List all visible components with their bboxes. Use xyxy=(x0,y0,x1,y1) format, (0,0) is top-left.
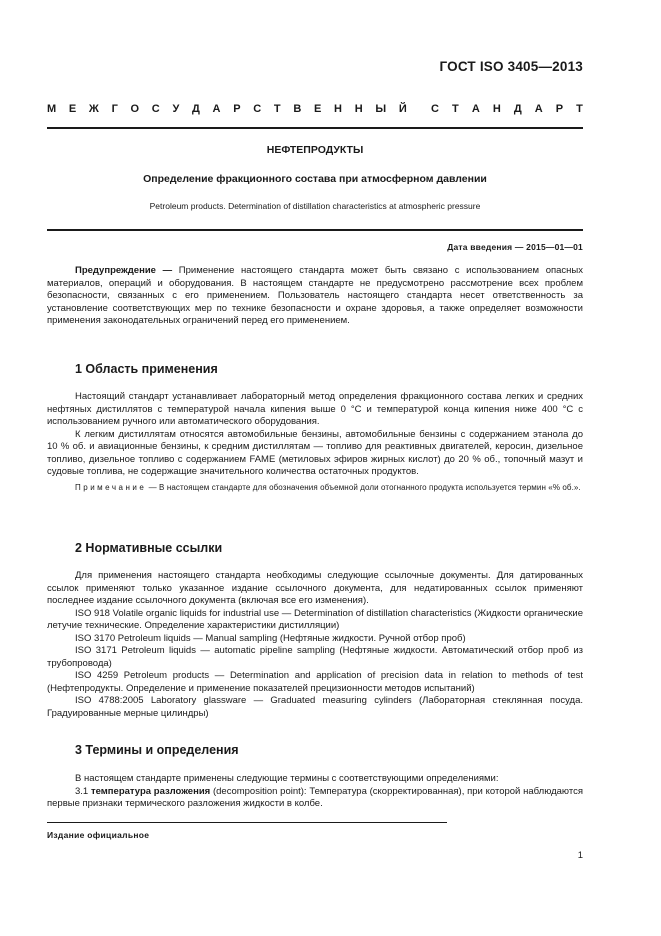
banner-letter: Н xyxy=(334,103,342,115)
edition-label: Издание официальное xyxy=(47,830,150,840)
interstate-word-1 xyxy=(47,103,407,115)
reference-item: ISO 3170 Petroleum liquids — Manual sampling (Нефтяные жидкости. Ручной отбор проб) xyxy=(75,632,466,644)
banner-letter: С xyxy=(253,103,262,115)
effective-date: Дата введения — 2015—01—01 xyxy=(447,242,583,252)
document-english-title: Petroleum products. Determination of distillation characteristics at atmospheric pressure xyxy=(149,201,481,211)
top-divider xyxy=(47,127,583,129)
banner-letter: Р xyxy=(555,103,564,115)
banner-letter: Т xyxy=(576,103,583,115)
banner-letter: Ы xyxy=(375,103,387,115)
banner-letter: Т xyxy=(452,103,459,115)
banner-letter: Т xyxy=(273,103,281,115)
banner-letter: С xyxy=(151,103,160,115)
banner-letter: М xyxy=(47,103,57,115)
note-label: Примечание xyxy=(75,482,147,492)
interstate-standard-banner xyxy=(47,103,583,115)
section-2-body xyxy=(47,570,583,720)
term-definition: (decomposition point): Температура (скорректированная), при которой наблюдаются первые признаки термического разложения жидкости в колбе. xyxy=(47,785,583,809)
banner-letter: У xyxy=(172,103,180,115)
banner-letter: В xyxy=(293,103,302,115)
term-name: температура разложения xyxy=(90,785,211,797)
warning-text: Применение настоящего стандарта может быть связано с использованием опасных материалов, операций и оборудования. В настоящем стандарте не предусмотрено рассмотрение всех проблем безопасности, связанных с его применением. Пользователь настоящего стандарта несет ответственность за установление соответствующих мер по технике безопасности и охране здоровья, а также определяет возможности применения законодательных ограничений перед его применением. xyxy=(47,265,583,326)
title-divider xyxy=(47,229,583,231)
banner-letter: Ж xyxy=(88,103,99,115)
banner-letter: Г xyxy=(111,103,118,115)
section-1-paragraph-1: Настоящий стандарт устанавливает лабораторный метод определения фракционного состава легких и средних нефтяных дистиллятов с температурой начала кипения выше 0 °С и температурой конца кипения ниже 400 °С с использованием ручного или автоматического оборудования. xyxy=(47,391,583,427)
banner-letter: А xyxy=(471,103,480,115)
reference-item: ISO 4788:2005 Laboratory glassware — Graduated measuring cylinders (Лабораторная стеклянная посуда. Градуированные мерные цилиндры) xyxy=(47,695,583,719)
reference-item: ISO 3171 Petroleum liquids — automatic pipeline sampling (Нефтяные жидкости. Автоматический отбор проб из трубопровода) xyxy=(47,645,583,669)
warning-paragraph xyxy=(47,265,583,328)
section-1-paragraph-2: К легким дистиллятам относятся автомобильные бензины, автомобильные бензины с содержанием этанола до 10 % об. и авиационные бензины, к средним дистиллятам — топливо для реактивных двигателей, керосин, дизельное топливо, дизельное топливо с содержанием FAME (метиловых эфиров жирных кислот) до 20 % об., топочный мазут и судовые топлива, не содержащие значительного количества остаточных продуктов. xyxy=(47,428,583,477)
banner-letter: Д xyxy=(513,103,522,115)
banner-letter: А xyxy=(534,103,543,115)
page-number: 1 xyxy=(577,850,583,861)
reference-item: ISO 918 Volatile organic liquids for industrial use — Determination of distillation characteristics (Жидкости органические летучие технические. Определение характеристики дистилляции) xyxy=(47,607,583,631)
banner-letter: Й xyxy=(398,103,407,115)
banner-letter: С xyxy=(431,103,439,115)
section-1-note xyxy=(47,482,583,494)
note-text: — В настоящем стандарте для обозначения объемной доли отогнанного продукта используется термин «% об.». xyxy=(146,482,581,492)
section-2-heading: 2 Нормативные ссылки xyxy=(75,541,223,555)
banner-letter: Д xyxy=(192,103,200,115)
banner-letter: Н xyxy=(492,103,501,115)
banner-letter: Е xyxy=(314,103,322,115)
warning-label: Предупреждение — xyxy=(75,265,173,276)
section-3-body xyxy=(47,773,583,811)
banner-letter: А xyxy=(212,103,221,115)
section-2-intro: Для применения настоящего стандарта необходимы следующие ссылочные документы. Для датированных ссылок применяют только указанное издание ссылочного документа, для недатированных ссылок применяют последнее издание ссылочного документа (включая все его изменения). xyxy=(47,570,583,606)
section-1-body xyxy=(47,391,583,494)
term-3-1 xyxy=(47,786,583,811)
footer-divider xyxy=(47,822,447,823)
document-code: ГОСТ ISO 3405—2013 xyxy=(439,59,583,74)
reference-item: ISO 4259 Petroleum products — Determination and application of precision data in relation to methods of test (Нефтепродукты. Определение и применение показателей прецизионности методов испытаний) xyxy=(47,670,583,694)
section-3-intro: В настоящем стандарте применены следующие термины с соответствующими определениями: xyxy=(75,773,499,784)
section-1-heading: 1 Область применения xyxy=(75,362,218,376)
document-title: НЕФТЕПРОДУКТЫ xyxy=(266,144,364,156)
section-3-heading: 3 Термины и определения xyxy=(75,743,239,757)
term-number: 3.1 xyxy=(75,785,91,797)
banner-letter: Р xyxy=(233,103,241,115)
banner-letter: Е xyxy=(68,103,77,115)
banner-letter: Н xyxy=(354,103,363,115)
banner-letter: О xyxy=(130,103,140,115)
warning-block xyxy=(47,265,583,328)
document-subtitle: Определение фракционного состава при атмосферном давлении xyxy=(143,173,487,185)
interstate-word-2 xyxy=(431,103,583,115)
